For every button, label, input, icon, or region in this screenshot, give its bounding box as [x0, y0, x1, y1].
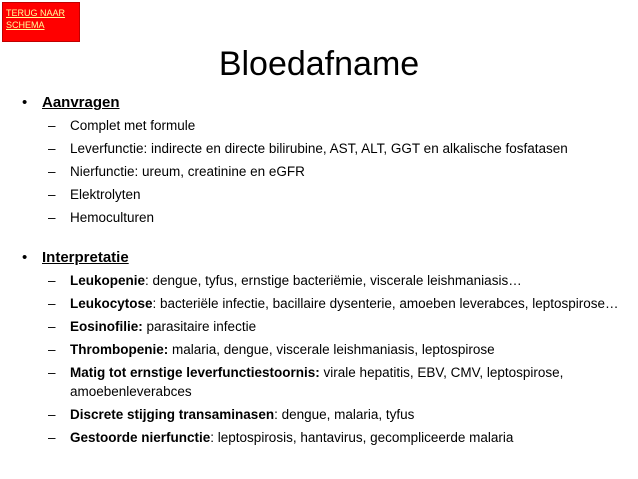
list-item [22, 405, 622, 424]
list-item [22, 116, 622, 135]
dash-icon: – [48, 430, 56, 445]
dash-icon: – [48, 319, 56, 334]
dash-icon: – [48, 365, 56, 380]
item-term: Matig tot ernstige leverfunctiestoornis: [70, 365, 320, 380]
dash-icon: – [48, 118, 56, 133]
list-item [22, 271, 622, 290]
list-item [22, 139, 622, 158]
section-interpretatie [22, 248, 622, 447]
item-term: Leukopenie [70, 273, 146, 288]
item-text: Elektrolyten [70, 187, 141, 202]
item-text: Nierfunctie: ureum, creatinine en eGFR [70, 164, 305, 179]
list-item [22, 162, 622, 181]
list-item [22, 317, 622, 336]
item-text: Complet met formule [70, 118, 196, 133]
section-heading-interpretatie [22, 248, 622, 267]
item-text: : dengue, malaria, tyfus [274, 407, 415, 422]
bullet-icon: • [22, 94, 28, 111]
dash-icon: – [48, 210, 56, 225]
heading-label: Aanvragen [42, 94, 120, 111]
item-text: : dengue, tyfus, ernstige bacteriëmie, viscerale leishmaniasis… [145, 273, 522, 288]
dash-icon: – [48, 164, 56, 179]
list-item [22, 363, 622, 401]
list-item [22, 208, 622, 227]
section-heading-aanvragen [22, 93, 622, 112]
list-item [22, 294, 622, 313]
list-item [22, 428, 622, 447]
item-text: : leptospirosis, hantavirus, gecompliceerde malaria [210, 430, 514, 445]
bullet-icon: • [22, 249, 28, 266]
back-to-schema-link[interactable]: TERUG NAAR SCHEMA [2, 2, 80, 42]
dash-icon: – [48, 296, 56, 311]
item-text: Leverfunctie: indirecte en directe bilirubine, AST, ALT, GGT en alkalische fosfatasen [70, 141, 568, 156]
dash-icon: – [48, 141, 56, 156]
item-term: Gestoorde nierfunctie [70, 430, 211, 445]
item-term: Eosinofilie: [70, 319, 143, 334]
item-term: Thrombopenie: [70, 342, 169, 357]
heading-label: Interpretatie [42, 249, 129, 266]
dash-icon: – [48, 187, 56, 202]
slide-title: Bloedafname [218, 45, 420, 83]
item-term: Discrete stijging transaminasen [70, 407, 275, 422]
item-text: malaria, dengue, viscerale leishmaniasis, leptospirose [168, 342, 495, 357]
dash-icon: – [48, 407, 56, 422]
item-text: virale hepatitis, EBV, CMV, leptospirose, amoebenleverabces [70, 365, 564, 399]
dash-icon: – [48, 273, 56, 288]
item-text: : bacteriële infectie, bacillaire dysenterie, amoeben leverabces, leptospirose… [152, 296, 619, 311]
item-term: Leukocytose [70, 296, 153, 311]
list-item [22, 340, 622, 359]
item-text: parasitaire infectie [142, 319, 257, 334]
dash-icon: – [48, 342, 56, 357]
item-text: Hemoculturen [70, 210, 155, 225]
section-aanvragen [22, 93, 622, 227]
list-item [22, 185, 622, 204]
